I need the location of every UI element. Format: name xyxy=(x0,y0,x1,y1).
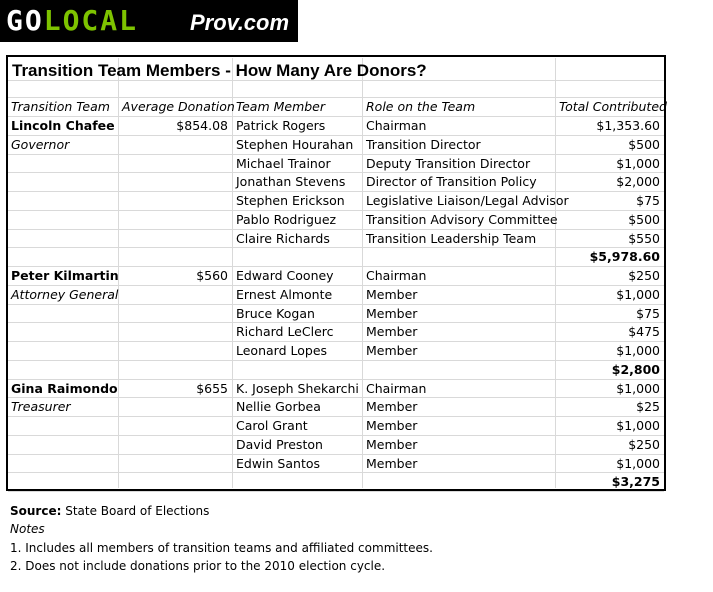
member-role: Director of Transition Policy xyxy=(366,174,537,190)
member-name: K. Joseph Shekarchi xyxy=(236,380,359,396)
team-total: $2,800 xyxy=(611,361,660,377)
member-amount: $1,000 xyxy=(616,155,660,171)
member-role: Member xyxy=(366,324,418,340)
logo-part-prov: Prov.com xyxy=(190,10,290,35)
member-name: Michael Trainor xyxy=(236,155,331,171)
member-amount: $75 xyxy=(636,305,660,321)
member-role: Chairman xyxy=(366,380,427,396)
member-name: Bruce Kogan xyxy=(236,305,315,321)
team-name: Gina Raimondo xyxy=(11,380,118,396)
member-role: Member xyxy=(366,436,418,452)
grid-col-line xyxy=(362,58,363,488)
notes-label: Notes xyxy=(10,522,45,536)
team-office: Governor xyxy=(11,136,70,152)
member-name: Ernest Almonte xyxy=(236,286,333,302)
member-amount: $1,000 xyxy=(616,418,660,433)
header-total-contributed: Total Contributed xyxy=(559,99,667,114)
member-role: Member xyxy=(366,455,418,471)
member-role: Legislative Liaison/Legal Advisor xyxy=(366,193,569,208)
team-total: $3,275 xyxy=(611,474,660,490)
note-2: 2. Does not include donations prior to the 2010 election cycle. xyxy=(10,559,386,573)
member-amount: $1,000 xyxy=(616,286,660,302)
member-role: Member xyxy=(366,343,418,358)
logo-part-go: GO xyxy=(6,4,44,37)
average-donation: $560 xyxy=(196,268,228,283)
member-name: Stephen Erickson xyxy=(236,193,345,208)
member-amount: $1,000 xyxy=(616,455,660,471)
golocal-logo xyxy=(0,0,298,42)
member-amount: $250 xyxy=(628,436,660,452)
member-name: Claire Richards xyxy=(236,230,330,246)
source-text: State Board of Elections xyxy=(61,504,210,518)
member-name: Richard LeClerc xyxy=(236,324,334,340)
member-name: Jonathan Stevens xyxy=(236,174,346,190)
member-amount: $250 xyxy=(628,268,660,283)
member-role: Chairman xyxy=(366,118,427,133)
member-amount: $500 xyxy=(628,136,660,152)
member-role: Transition Leadership Team xyxy=(366,230,537,246)
member-role: Member xyxy=(366,305,418,321)
header-role: Role on the Team xyxy=(366,99,476,114)
header-transition-team: Transition Team xyxy=(11,99,110,114)
header-average-donation: Average Donation xyxy=(122,99,235,114)
grid-col-line xyxy=(232,58,233,488)
header-team-member: Team Member xyxy=(236,99,326,114)
member-name: Leonard Lopes xyxy=(236,343,328,358)
member-role: Member xyxy=(366,418,418,433)
member-amount: $25 xyxy=(636,399,660,415)
team-total: $5,978.60 xyxy=(589,249,660,265)
member-role: Member xyxy=(366,286,418,302)
grid-col-line xyxy=(555,58,556,488)
member-name: Nellie Gorbea xyxy=(236,399,321,415)
logo-wordmark xyxy=(6,4,138,37)
average-donation: $854.08 xyxy=(176,118,228,133)
member-amount: $2,000 xyxy=(616,174,660,190)
source-line xyxy=(10,503,209,519)
member-role: Member xyxy=(366,399,418,415)
member-name: Stephen Hourahan xyxy=(236,136,354,152)
member-role: Transition Director xyxy=(366,136,481,152)
member-name: Pablo Rodriguez xyxy=(236,211,337,227)
member-amount: $1,353.60 xyxy=(596,118,660,133)
member-role: Transition Advisory Committee xyxy=(366,211,558,227)
member-amount: $475 xyxy=(628,324,660,340)
member-name: Carol Grant xyxy=(236,418,308,433)
source-label: Source: xyxy=(10,504,62,518)
team-office: Attorney General xyxy=(11,286,119,302)
member-amount: $1,000 xyxy=(616,380,660,396)
member-amount: $1,000 xyxy=(616,343,660,358)
member-amount: $550 xyxy=(628,230,660,246)
member-role: Deputy Transition Director xyxy=(366,155,531,171)
member-amount: $75 xyxy=(636,193,660,208)
member-name: Edward Cooney xyxy=(236,268,334,283)
member-role: Chairman xyxy=(366,268,427,283)
member-name: Edwin Santos xyxy=(236,455,321,471)
table-title: Transition Team Members - How Many Are Donors? xyxy=(12,61,427,80)
member-name: Patrick Rogers xyxy=(236,118,326,133)
average-donation: $655 xyxy=(196,380,228,396)
logo-part-local: LOCAL xyxy=(43,4,139,37)
team-name: Peter Kilmartin xyxy=(11,268,119,283)
member-name: David Preston xyxy=(236,436,323,452)
member-amount: $500 xyxy=(628,211,660,227)
team-name: Lincoln Chafee xyxy=(11,118,115,133)
note-1: 1. Includes all members of transition teams and affiliated committees. xyxy=(10,541,433,555)
team-office: Treasurer xyxy=(11,399,71,415)
